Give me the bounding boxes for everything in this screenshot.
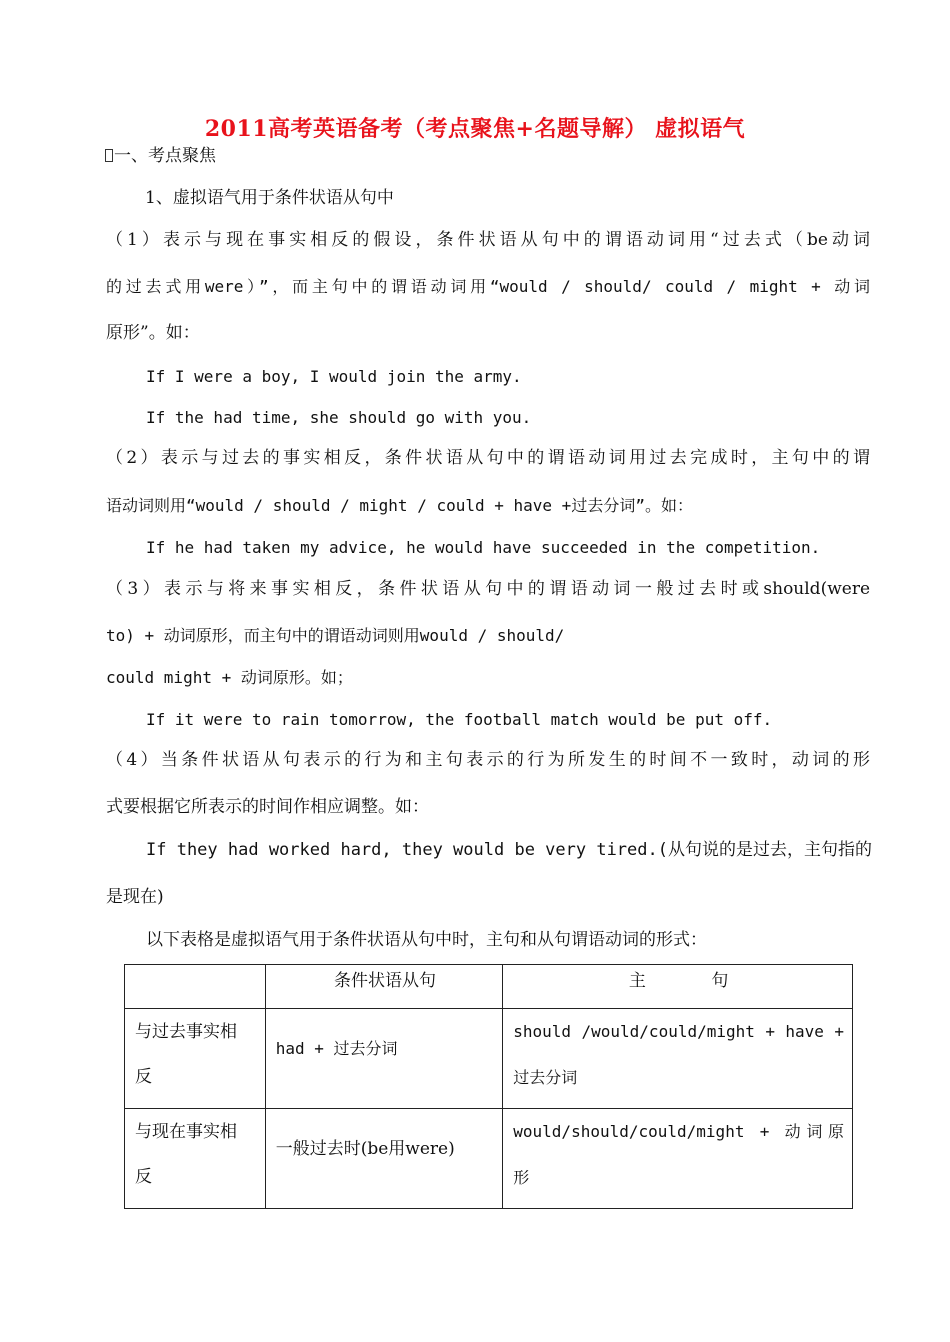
section-heading: [105, 144, 216, 168]
table-header-cell: 条件状语从句: [265, 965, 503, 1009]
paragraph-2-line-2: 语动词则用“would / should / might / could + have +过去分词”。如：: [106, 496, 693, 515]
paragraph-4-line-2: 式要根据它所表示的时间作相应调整。如：: [106, 797, 429, 817]
paragraph-1-line-1: （1）表示与现在事实相反的假设，条件状语从句中的谓语动词用“过去式（be动词: [106, 230, 870, 250]
point-heading: 1、虚拟语气用于条件状语从句中: [145, 188, 394, 208]
paragraph-3-line-3: could might + 动词原形。如；: [106, 668, 353, 687]
example-1b: If the had time, she should go with you.: [146, 408, 532, 427]
example-2a: If he had taken my advice, he would have succeeded in the competition.: [146, 538, 821, 557]
table-row: [125, 1109, 853, 1209]
table-cell-main: would/should/could/might + 动词原 形: [503, 1109, 853, 1209]
table-header-cell: 主 句: [503, 965, 853, 1009]
example-4b: 是现在): [106, 887, 164, 907]
paragraph-4-line-1: （4）当条件状语从句表示的行为和主句表示的行为所发生的时间不一致时，动词的形: [106, 750, 870, 770]
table-cell-label: 与现在事实相 反: [125, 1109, 266, 1209]
document-title: 2011高考英语备考（考点聚焦+名题导解） 虚拟语气: [204, 116, 746, 142]
section-heading-text: 一、考点聚焦: [114, 146, 216, 166]
paragraph-3-line-1: （3）表示与将来事实相反，条件状语从句中的谓语动词一般过去时或should(were: [106, 579, 870, 599]
example-3a: If it were to rain tomorrow, the football match would be put off.: [146, 710, 773, 729]
table-cell-label: 与过去事实相 反: [125, 1009, 266, 1109]
paragraph-3-line-2: to) + 动词原形，而主句中的谓语动词则用would / should/: [106, 626, 565, 645]
table-header-row: [125, 965, 853, 1009]
example-1a: If I were a boy, I would join the army.: [146, 367, 522, 386]
table-header-cell: [125, 965, 266, 1009]
grammar-table: [124, 964, 853, 1209]
table-cell-main: should /would/could/might + have + 过去分词: [503, 1009, 853, 1109]
table-cell-clause: 一般过去时(be用were): [265, 1109, 503, 1209]
paragraph-1-line-3: 原形”。如：: [106, 323, 200, 343]
table-intro: 以下表格是虚拟语气用于条件状语从句中时，主句和从句谓语动词的形式：: [146, 930, 707, 950]
example-4a: If they had worked hard, they would be very tired.(从句说的是过去，主句指的: [146, 840, 872, 860]
table-cell-clause: had + 过去分词: [265, 1009, 503, 1109]
paragraph-1-line-2: 的过去式用were）”，而主句中的谓语动词用“would / should/ could / might + 动词: [106, 277, 870, 296]
paragraph-2-line-1: （2）表示与过去的事实相反，条件状语从句中的谓语动词用过去完成时，主句中的谓: [106, 448, 870, 468]
table-row: [125, 1009, 853, 1109]
checkbox-icon: [105, 149, 113, 162]
